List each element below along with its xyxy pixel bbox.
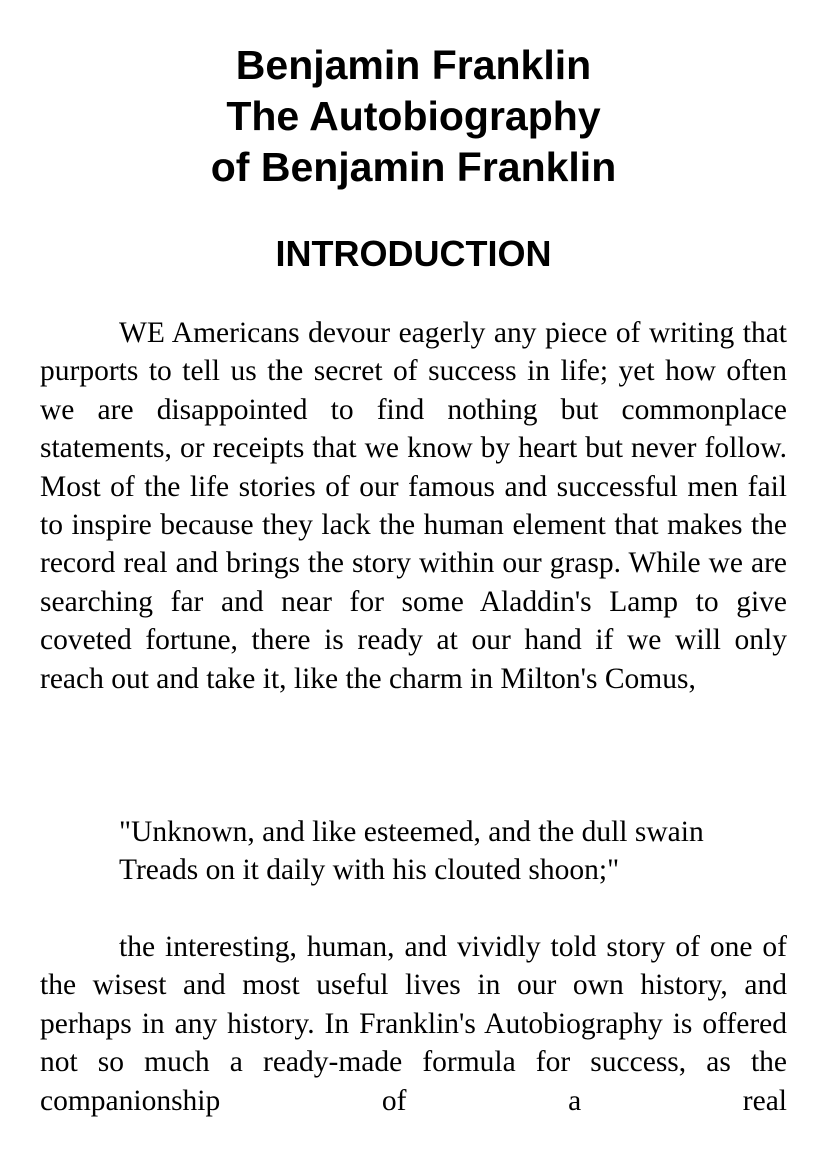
document-title <box>0 40 827 193</box>
paragraph-intro: WE Americans devour eagerly any piece of writing that purports to tell us the secret of success in life; yet how often we are disappointed to find nothing but commonplace statements, or receipts that we know by heart but never follow. Most of the life stories of our famous and successful men fail to inspire because they lack the human element that makes the record real and brings the story within our grasp. While we are searching far and near for some Aladdin's Lamp to give coveted fortune, there is ready at our hand if we will only reach out and take it, like the charm in Milton's Comus, <box>40 317 787 695</box>
block-quote <box>119 813 819 890</box>
title-line-author: Benjamin Franklin <box>235 42 592 88</box>
section-heading: INTRODUCTION <box>275 233 552 274</box>
title-line-subtitle: of Benjamin Franklin <box>210 144 617 190</box>
quote-line-2: Treads on it daily with his clouted shoon;" <box>119 854 620 887</box>
title-line-work: The Autobiography <box>226 93 601 139</box>
quote-line-1: "Unknown, and like esteemed, and the dull swain <box>119 816 704 848</box>
paragraph-continuation: the interesting, human, and vividly told story of one of the wisest and most useful lives in our own history, and perhaps in any history. In Franklin's Autobiography is offered not so much a ready-made formula for success, as the companionship of a real <box>40 931 787 1117</box>
